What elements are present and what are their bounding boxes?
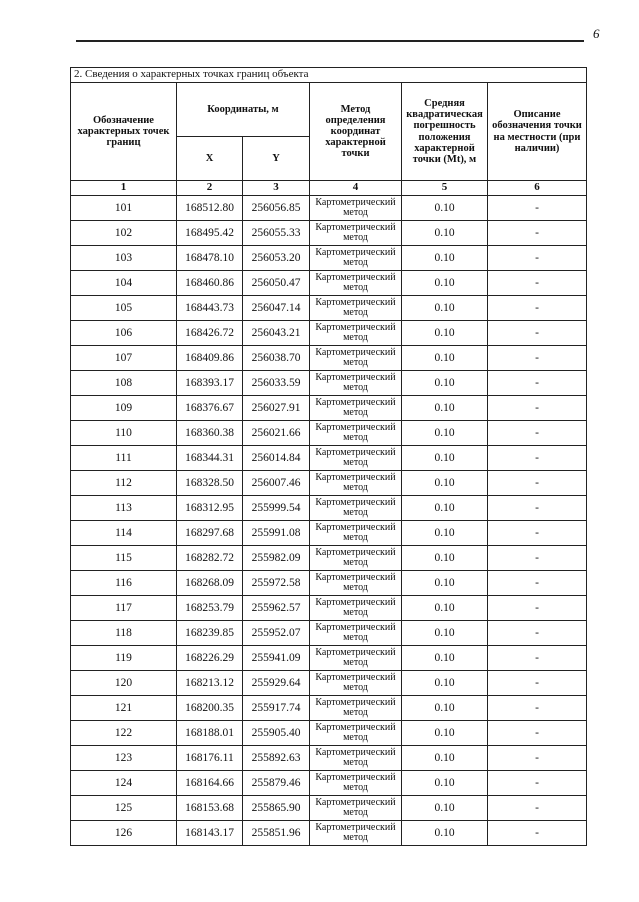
y-coordinate-cell: 256033.59 xyxy=(243,371,310,396)
method-line-1: Картометрический xyxy=(315,671,396,683)
method-line-2: метод xyxy=(343,257,368,268)
y-coordinate-cell: 255905.40 xyxy=(243,721,310,746)
y-coordinate-cell: 255929.64 xyxy=(243,671,310,696)
table-row xyxy=(71,546,587,571)
point-id-cell: 110 xyxy=(71,421,177,446)
x-coordinate-cell: 168143.17 xyxy=(177,821,243,846)
x-coordinate-cell: 168360.38 xyxy=(177,421,243,446)
accuracy-cell: 0.10 xyxy=(402,521,488,546)
method-line-1: Картометрический xyxy=(315,796,396,808)
x-coordinate-cell: 168409.86 xyxy=(177,346,243,371)
point-id-cell: 124 xyxy=(71,771,177,796)
method-line-1: Картометрический xyxy=(315,821,396,833)
y-coordinate-cell: 256007.46 xyxy=(243,471,310,496)
method-line-2: метод xyxy=(343,307,368,318)
point-id-cell: 108 xyxy=(71,371,177,396)
y-coordinate-cell: 256027.91 xyxy=(243,396,310,421)
method-cell xyxy=(310,421,402,446)
table-row xyxy=(71,346,587,371)
x-coordinate-cell: 168282.72 xyxy=(177,546,243,571)
method-cell xyxy=(310,746,402,771)
column-number: 2 xyxy=(177,181,243,196)
method-cell xyxy=(310,696,402,721)
boundary-points-table xyxy=(70,67,587,846)
point-id-cell: 115 xyxy=(71,546,177,571)
method-line-2: метод xyxy=(343,332,368,343)
y-coordinate-cell: 255851.96 xyxy=(243,821,310,846)
method-line-2: метод xyxy=(343,207,368,218)
accuracy-cell: 0.10 xyxy=(402,246,488,271)
header-rule xyxy=(76,40,584,42)
header-accuracy: Средняя квадратическая погрешность положения характерной точки (Mt), м xyxy=(402,83,488,181)
x-coordinate-cell: 168200.35 xyxy=(177,696,243,721)
x-coordinate-cell: 168393.17 xyxy=(177,371,243,396)
table-row xyxy=(71,471,587,496)
y-coordinate-cell: 256043.21 xyxy=(243,321,310,346)
description-cell: - xyxy=(488,696,587,721)
method-line-1: Картометрический xyxy=(315,321,396,333)
table-row xyxy=(71,746,587,771)
accuracy-cell: 0.10 xyxy=(402,446,488,471)
accuracy-cell: 0.10 xyxy=(402,696,488,721)
point-id-cell: 121 xyxy=(71,696,177,721)
method-line-2: метод xyxy=(343,707,368,718)
method-line-2: метод xyxy=(343,482,368,493)
point-id-cell: 116 xyxy=(71,571,177,596)
x-coordinate-cell: 168443.73 xyxy=(177,296,243,321)
method-line-1: Картометрический xyxy=(315,771,396,783)
y-coordinate-cell: 256047.14 xyxy=(243,296,310,321)
y-coordinate-cell: 255952.07 xyxy=(243,621,310,646)
method-line-1: Картометрический xyxy=(315,646,396,658)
table-row xyxy=(71,296,587,321)
table-row xyxy=(71,696,587,721)
header-method: Метод определения координат характерной точки xyxy=(310,83,402,181)
method-line-1: Картометрический xyxy=(315,471,396,483)
method-cell xyxy=(310,371,402,396)
point-id-cell: 122 xyxy=(71,721,177,746)
method-cell xyxy=(310,596,402,621)
description-cell: - xyxy=(488,571,587,596)
method-line-2: метод xyxy=(343,432,368,443)
description-cell: - xyxy=(488,296,587,321)
method-line-2: метод xyxy=(343,632,368,643)
y-coordinate-cell: 255962.57 xyxy=(243,596,310,621)
description-cell: - xyxy=(488,746,587,771)
description-cell: - xyxy=(488,821,587,846)
description-cell: - xyxy=(488,421,587,446)
x-coordinate-cell: 168460.86 xyxy=(177,271,243,296)
description-cell: - xyxy=(488,371,587,396)
description-cell: - xyxy=(488,496,587,521)
description-cell: - xyxy=(488,196,587,221)
column-number: 6 xyxy=(488,181,587,196)
x-coordinate-cell: 168226.29 xyxy=(177,646,243,671)
y-coordinate-cell: 255999.54 xyxy=(243,496,310,521)
accuracy-cell: 0.10 xyxy=(402,671,488,696)
y-coordinate-cell: 256014.84 xyxy=(243,446,310,471)
accuracy-cell: 0.10 xyxy=(402,596,488,621)
method-line-2: метод xyxy=(343,407,368,418)
accuracy-cell: 0.10 xyxy=(402,321,488,346)
table-row xyxy=(71,496,587,521)
point-id-cell: 125 xyxy=(71,796,177,821)
method-cell xyxy=(310,771,402,796)
point-id-cell: 101 xyxy=(71,196,177,221)
method-line-2: метод xyxy=(343,682,368,693)
method-line-1: Картометрический xyxy=(315,496,396,508)
method-line-1: Картометрический xyxy=(315,396,396,408)
description-cell: - xyxy=(488,721,587,746)
accuracy-cell: 0.10 xyxy=(402,721,488,746)
method-line-1: Картометрический xyxy=(315,371,396,383)
point-id-cell: 123 xyxy=(71,746,177,771)
method-cell xyxy=(310,721,402,746)
method-line-1: Картометрический xyxy=(315,696,396,708)
point-id-cell: 102 xyxy=(71,221,177,246)
method-cell xyxy=(310,796,402,821)
accuracy-cell: 0.10 xyxy=(402,371,488,396)
method-line-2: метод xyxy=(343,582,368,593)
table-row xyxy=(71,571,587,596)
method-line-2: метод xyxy=(343,382,368,393)
method-line-1: Картометрический xyxy=(315,196,396,208)
point-id-cell: 103 xyxy=(71,246,177,271)
column-numbers-row xyxy=(71,181,587,196)
method-cell xyxy=(310,671,402,696)
description-cell: - xyxy=(488,646,587,671)
method-line-1: Картометрический xyxy=(315,246,396,258)
description-cell: - xyxy=(488,221,587,246)
point-id-cell: 113 xyxy=(71,496,177,521)
column-number: 1 xyxy=(71,181,177,196)
accuracy-cell: 0.10 xyxy=(402,196,488,221)
y-coordinate-cell: 255941.09 xyxy=(243,646,310,671)
method-line-1: Картометрический xyxy=(315,446,396,458)
table-row xyxy=(71,596,587,621)
method-line-2: метод xyxy=(343,782,368,793)
point-id-cell: 117 xyxy=(71,596,177,621)
accuracy-cell: 0.10 xyxy=(402,421,488,446)
table-row xyxy=(71,421,587,446)
column-number: 5 xyxy=(402,181,488,196)
accuracy-cell: 0.10 xyxy=(402,821,488,846)
x-coordinate-cell: 168426.72 xyxy=(177,321,243,346)
table-row xyxy=(71,721,587,746)
accuracy-cell: 0.10 xyxy=(402,346,488,371)
point-id-cell: 119 xyxy=(71,646,177,671)
x-coordinate-cell: 168188.01 xyxy=(177,721,243,746)
description-cell: - xyxy=(488,246,587,271)
header-designation: Обозначение характерных точек границ xyxy=(71,83,177,181)
description-cell: - xyxy=(488,596,587,621)
x-coordinate-cell: 168312.95 xyxy=(177,496,243,521)
table-body xyxy=(71,196,587,846)
point-id-cell: 107 xyxy=(71,346,177,371)
point-id-cell: 112 xyxy=(71,471,177,496)
description-cell: - xyxy=(488,396,587,421)
y-coordinate-cell: 256038.70 xyxy=(243,346,310,371)
method-line-1: Картометрический xyxy=(315,421,396,433)
table-row xyxy=(71,371,587,396)
page-number: 6 xyxy=(593,26,600,41)
method-line-2: метод xyxy=(343,357,368,368)
header-coordinates: Координаты, м xyxy=(177,83,310,137)
point-id-cell: 114 xyxy=(71,521,177,546)
method-cell xyxy=(310,271,402,296)
method-cell xyxy=(310,821,402,846)
description-cell: - xyxy=(488,471,587,496)
method-line-1: Картометрический xyxy=(315,621,396,633)
method-line-1: Картометрический xyxy=(315,296,396,308)
header-x: X xyxy=(177,137,243,181)
method-line-1: Картометрический xyxy=(315,521,396,533)
accuracy-cell: 0.10 xyxy=(402,646,488,671)
x-coordinate-cell: 168213.12 xyxy=(177,671,243,696)
x-coordinate-cell: 168239.85 xyxy=(177,621,243,646)
point-id-cell: 111 xyxy=(71,446,177,471)
method-line-1: Картометрический xyxy=(315,571,396,583)
y-coordinate-cell: 256053.20 xyxy=(243,246,310,271)
description-cell: - xyxy=(488,771,587,796)
method-line-1: Картометрический xyxy=(315,596,396,608)
y-coordinate-cell: 256050.47 xyxy=(243,271,310,296)
y-coordinate-cell: 256056.85 xyxy=(243,196,310,221)
y-coordinate-cell: 255879.46 xyxy=(243,771,310,796)
point-id-cell: 120 xyxy=(71,671,177,696)
accuracy-cell: 0.10 xyxy=(402,771,488,796)
table-row xyxy=(71,796,587,821)
table-row xyxy=(71,621,587,646)
description-cell: - xyxy=(488,346,587,371)
header-description: Описание обозначения точки на местности (при наличии) xyxy=(488,83,587,181)
method-cell xyxy=(310,321,402,346)
accuracy-cell: 0.10 xyxy=(402,496,488,521)
description-cell: - xyxy=(488,521,587,546)
point-id-cell: 126 xyxy=(71,821,177,846)
method-line-1: Картометрический xyxy=(315,546,396,558)
accuracy-cell: 0.10 xyxy=(402,571,488,596)
method-line-2: метод xyxy=(343,282,368,293)
description-cell: - xyxy=(488,271,587,296)
accuracy-cell: 0.10 xyxy=(402,796,488,821)
method-line-1: Картометрический xyxy=(315,721,396,733)
table-row xyxy=(71,271,587,296)
accuracy-cell: 0.10 xyxy=(402,546,488,571)
table-row xyxy=(71,771,587,796)
accuracy-cell: 0.10 xyxy=(402,271,488,296)
y-coordinate-cell: 255892.63 xyxy=(243,746,310,771)
y-coordinate-cell: 255991.08 xyxy=(243,521,310,546)
x-coordinate-cell: 168376.67 xyxy=(177,396,243,421)
y-coordinate-cell: 255972.58 xyxy=(243,571,310,596)
method-cell xyxy=(310,221,402,246)
table-row xyxy=(71,396,587,421)
accuracy-cell: 0.10 xyxy=(402,746,488,771)
table-row xyxy=(71,446,587,471)
method-cell xyxy=(310,446,402,471)
x-coordinate-cell: 168344.31 xyxy=(177,446,243,471)
method-cell xyxy=(310,646,402,671)
method-line-2: метод xyxy=(343,557,368,568)
method-line-2: метод xyxy=(343,457,368,468)
table-row xyxy=(71,246,587,271)
accuracy-cell: 0.10 xyxy=(402,621,488,646)
x-coordinate-cell: 168297.68 xyxy=(177,521,243,546)
description-cell: - xyxy=(488,796,587,821)
x-coordinate-cell: 168495.42 xyxy=(177,221,243,246)
table-row xyxy=(71,521,587,546)
header-y: Y xyxy=(243,137,310,181)
column-number: 3 xyxy=(243,181,310,196)
table-row xyxy=(71,321,587,346)
x-coordinate-cell: 168153.68 xyxy=(177,796,243,821)
method-cell xyxy=(310,621,402,646)
table-row xyxy=(71,646,587,671)
table-row xyxy=(71,671,587,696)
x-coordinate-cell: 168478.10 xyxy=(177,246,243,271)
method-cell xyxy=(310,521,402,546)
accuracy-cell: 0.10 xyxy=(402,471,488,496)
method-cell xyxy=(310,571,402,596)
method-line-1: Картометрический xyxy=(315,346,396,358)
x-coordinate-cell: 168176.11 xyxy=(177,746,243,771)
accuracy-cell: 0.10 xyxy=(402,296,488,321)
x-coordinate-cell: 168253.79 xyxy=(177,596,243,621)
description-cell: - xyxy=(488,321,587,346)
x-coordinate-cell: 168512.80 xyxy=(177,196,243,221)
method-line-2: метод xyxy=(343,807,368,818)
point-id-cell: 106 xyxy=(71,321,177,346)
table-row xyxy=(71,221,587,246)
method-line-2: метод xyxy=(343,232,368,243)
method-line-2: метод xyxy=(343,532,368,543)
method-cell xyxy=(310,246,402,271)
method-line-2: метод xyxy=(343,832,368,843)
table-row xyxy=(71,196,587,221)
method-cell xyxy=(310,296,402,321)
method-cell xyxy=(310,346,402,371)
y-coordinate-cell: 255982.09 xyxy=(243,546,310,571)
description-cell: - xyxy=(488,671,587,696)
method-line-1: Картометрический xyxy=(315,271,396,283)
y-coordinate-cell: 256021.66 xyxy=(243,421,310,446)
description-cell: - xyxy=(488,621,587,646)
description-cell: - xyxy=(488,546,587,571)
method-cell xyxy=(310,196,402,221)
method-cell xyxy=(310,396,402,421)
table-title: 2. Сведения о характерных точках границ объекта xyxy=(71,68,587,83)
method-cell xyxy=(310,496,402,521)
y-coordinate-cell: 256055.33 xyxy=(243,221,310,246)
description-cell: - xyxy=(488,446,587,471)
point-id-cell: 104 xyxy=(71,271,177,296)
method-line-2: метод xyxy=(343,757,368,768)
y-coordinate-cell: 255917.74 xyxy=(243,696,310,721)
column-number: 4 xyxy=(310,181,402,196)
method-line-1: Картометрический xyxy=(315,746,396,758)
method-cell xyxy=(310,471,402,496)
method-line-2: метод xyxy=(343,732,368,743)
accuracy-cell: 0.10 xyxy=(402,221,488,246)
x-coordinate-cell: 168328.50 xyxy=(177,471,243,496)
x-coordinate-cell: 168164.66 xyxy=(177,771,243,796)
method-cell xyxy=(310,546,402,571)
table-row xyxy=(71,821,587,846)
method-line-2: метод xyxy=(343,507,368,518)
method-line-2: метод xyxy=(343,657,368,668)
method-line-1: Картометрический xyxy=(315,221,396,233)
point-id-cell: 105 xyxy=(71,296,177,321)
method-line-2: метод xyxy=(343,607,368,618)
x-coordinate-cell: 168268.09 xyxy=(177,571,243,596)
y-coordinate-cell: 255865.90 xyxy=(243,796,310,821)
point-id-cell: 109 xyxy=(71,396,177,421)
accuracy-cell: 0.10 xyxy=(402,396,488,421)
point-id-cell: 118 xyxy=(71,621,177,646)
